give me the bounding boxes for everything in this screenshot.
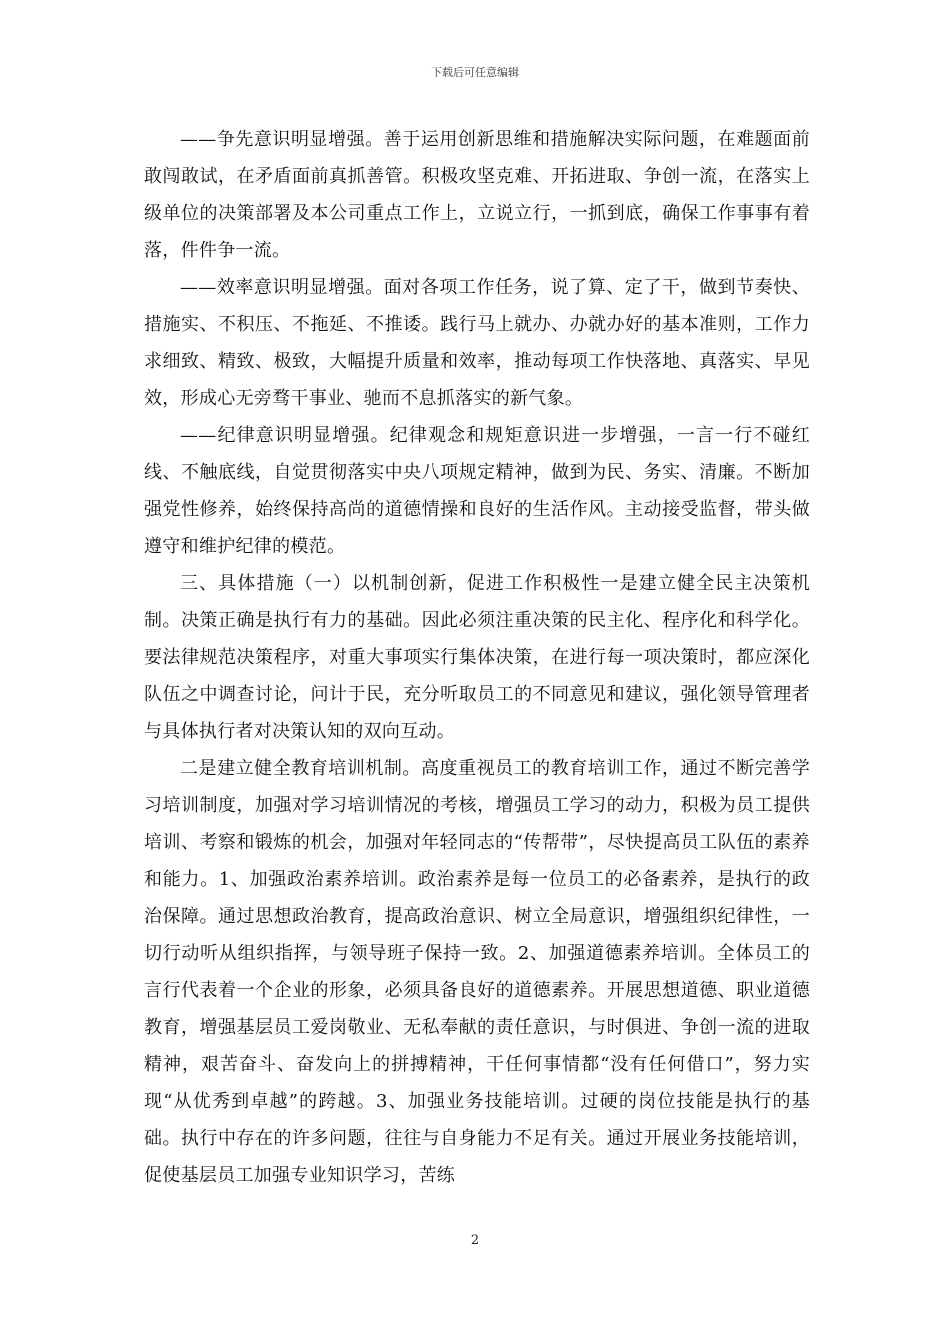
paragraph-specific-measures: 三、具体措施（一）以机制创新，促进工作积极性一是建立健全民主决策机制。决策正确是执行有力的基础。因此必须注重决策的民主化、程序化和科学化。要法律规范决策程序，对重大事项实行集体决策，在进行每一项决策时，都应深化队伍之中调查讨论，问计于民，充分听取员工的不同意见和建议，强化领导管理者与具体执行者对决策认知的双向互动。	[144, 573, 810, 742]
paragraph-discipline-awareness: ——纪律意识明显增强。纪律观念和规矩意识进一步增强，一言一行不碰红线、不触底线，自觉贯彻落实中央八项规定精神，做到为民、务实、清廉。不断加强党性修养，始终保持高尚的道德情操和良好的生活作风。主动接受监督，带头做遵守和维护纪律的模范。	[144, 425, 810, 557]
page-number: 2	[470, 1233, 480, 1248]
paragraph-competition-awareness: ——争先意识明显增强。善于运用创新思维和措施解决实际问题，在难题面前敢闯敢试，在矛盾面前真抓善管。积极攻坚克难、开拓进取、争创一流，在落实上级单位的决策部署及本公司重点工作上，立说立行，一抓到底，确保工作事事有着落，件件争一流。	[144, 129, 810, 261]
page-header: 下载后可任意编辑	[431, 66, 519, 79]
paragraph-efficiency-awareness: ——效率意识明显增强。面对各项工作任务，说了算、定了干，做到节奏快、措施实、不积压、不拖延、不推诿。践行马上就办、办就办好的基本准则，工作力求细致、精致、极致，大幅提升质量和效率，推动每项工作快落地、真落实、早见效，形成心无旁骛干事业、驰而不息抓落实的新气象。	[144, 277, 810, 409]
document-body	[144, 121, 810, 1194]
paragraph-training-mechanism: 二是建立健全教育培训机制。高度重视员工的教育培训工作，通过不断完善学习培训制度，加强对学习培训情况的考核，增强员工学习的动力，积极为员工提供培训、考察和锻炼的机会，加强对年轻同志的“传帮带”，尽快提高员工队伍的素养和能力。1、加强政治素养培训。政治素养是每一位员工的必备素养，是执行的政治保障。通过思想政治教育，提高政治意识、树立全局意识，增强组织纪律性，一切行动听从组织指挥，与领导班子保持一致。2、加强道德素养培训。全体员工的言行代表着一个企业的形象，必须具备良好的道德素养。开展思想道德、职业道德教育，增强基层员工爱岗敬业、无私奉献的责任意识，与时俱进、争创一流的进取精神，艰苦奋斗、奋发向上的拼搏精神，干任何事情都“没有任何借口”，努力实现“从优秀到卓越”的跨越。3、加强业务技能培训。过硬的岗位技能是执行的基础。执行中存在的许多问题，往往与自身能力不足有关。通过开展业务技能培训，促使基层员工加强专业知识学习，苦练	[144, 758, 810, 1186]
